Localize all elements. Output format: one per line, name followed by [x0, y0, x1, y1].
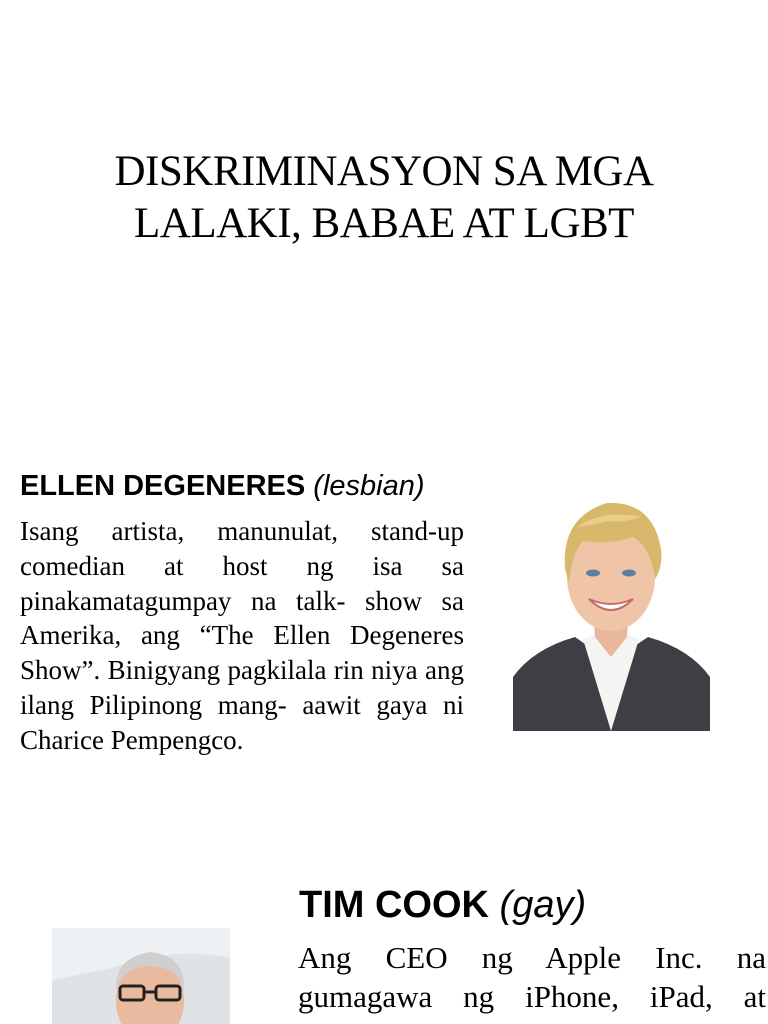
page-title — [40, 146, 728, 250]
tim-name: TIM COOK — [299, 884, 489, 926]
tim-heading — [299, 880, 586, 930]
ellen-heading — [20, 466, 425, 506]
tim-bio — [298, 938, 766, 1016]
tim-bio-line-2: gumagawa ng iPhone, iPad, at — [298, 979, 766, 1014]
ellen-name: ELLEN DEGENERES — [20, 470, 306, 502]
tim-role: (gay) — [499, 884, 587, 926]
ellen-role: (lesbian) — [313, 470, 425, 502]
tim-portrait-photo — [52, 928, 230, 1024]
title-line-1: DISKRIMINASYON SA MGA — [114, 148, 654, 195]
title-line-2: LALAKI, BABAE AT LGBT — [134, 200, 634, 247]
ellen-portrait-photo — [513, 487, 710, 731]
tim-bio-line-1: Ang CEO ng Apple Inc. na — [298, 940, 766, 975]
ellen-bio: Isang artista, manunulat, stand-up comedian at host ng isa sa pinakamatagumpay na talk- show sa Amerika, ang “The Ellen Degeneres Show”. Binigyang pagkilala rin niya ang ilang Pilipinong mang- aawit gaya ni Charice Pempengco. — [20, 516, 464, 755]
